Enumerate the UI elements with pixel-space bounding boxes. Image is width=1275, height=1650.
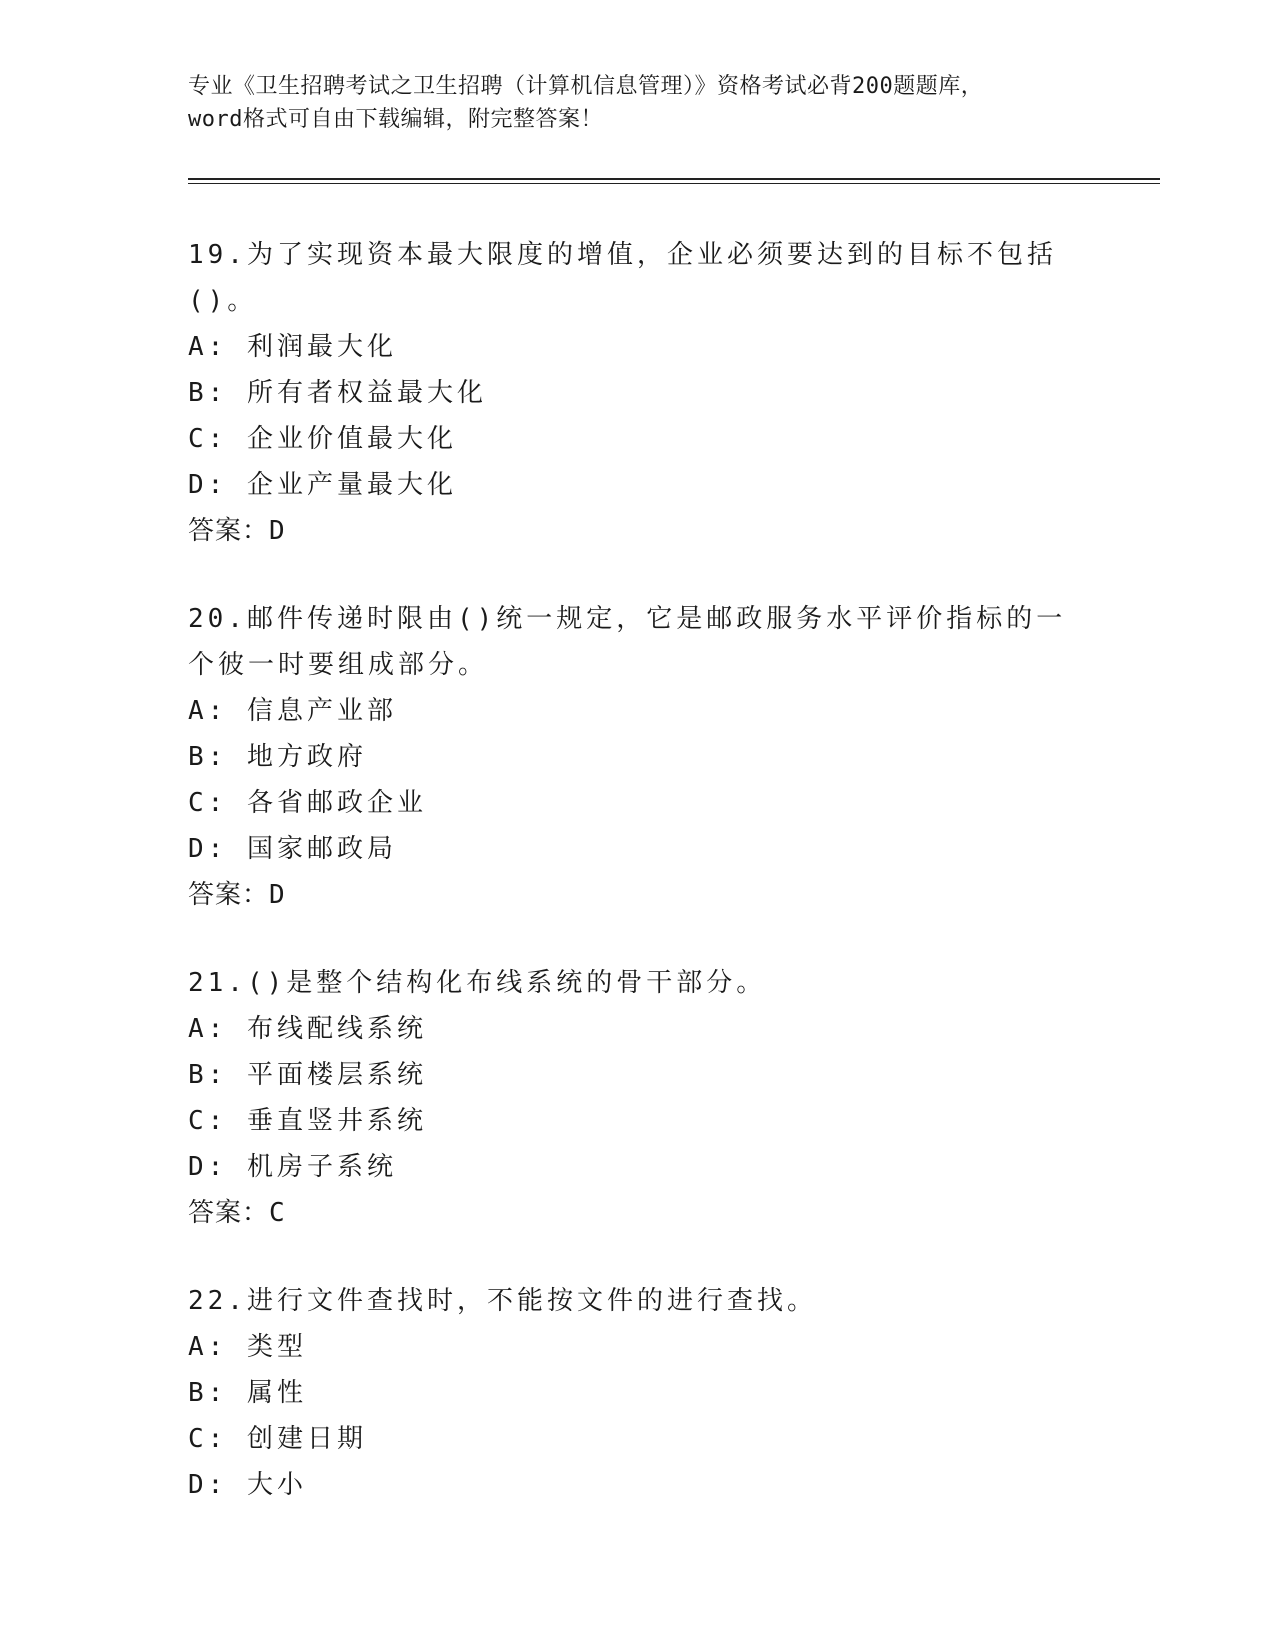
option-b: B: 平面楼层系统 bbox=[188, 1060, 427, 1090]
option-c: C: 各省邮政企业 bbox=[188, 788, 427, 818]
question-text: 19.为了实现资本最大限度的增值，企业必须要达到的目标不包括()。 bbox=[188, 240, 1057, 316]
question-list bbox=[188, 232, 1088, 1550]
option-c: C: 企业价值最大化 bbox=[188, 424, 457, 454]
question-text: 22.进行文件查找时，不能按文件的进行查找。 bbox=[188, 1286, 817, 1316]
header-divider-thin bbox=[188, 183, 1160, 184]
option-a: A: 信息产业部 bbox=[188, 696, 397, 726]
option-b: B: 属性 bbox=[188, 1378, 307, 1408]
answer-label: 答案： bbox=[188, 516, 270, 546]
header-line-2: word格式可自由下载编辑，附完整答案！ bbox=[188, 107, 603, 132]
question-22 bbox=[188, 1278, 1088, 1508]
answer-label: 答案： bbox=[188, 1198, 270, 1228]
question-21 bbox=[188, 960, 1088, 1236]
answer-value: D bbox=[269, 880, 286, 910]
option-d: D: 机房子系统 bbox=[188, 1152, 397, 1182]
answer-line bbox=[188, 872, 1088, 918]
answer-value: C bbox=[269, 1198, 286, 1228]
option-a: A: 布线配线系统 bbox=[188, 1014, 427, 1044]
header-line-1: 专业《卫生招聘考试之卫生招聘（计算机信息管理）》资格考试必背200题题库， bbox=[188, 74, 984, 99]
question-20 bbox=[188, 596, 1088, 918]
option-c: C: 垂直竖井系统 bbox=[188, 1106, 427, 1136]
option-c: C: 创建日期 bbox=[188, 1424, 367, 1454]
answer-label: 答案： bbox=[188, 880, 270, 910]
document-header bbox=[188, 70, 1088, 136]
option-b: B: 所有者权益最大化 bbox=[188, 378, 487, 408]
option-b: B: 地方政府 bbox=[188, 742, 367, 772]
option-a: A: 利润最大化 bbox=[188, 332, 397, 362]
question-text: 20.邮件传递时限由()统一规定，它是邮政服务水平评价指标的一个彼一时要组成部分。 bbox=[188, 604, 1067, 680]
question-text: 21.()是整个结构化布线系统的骨干部分。 bbox=[188, 968, 767, 998]
header-divider-thick bbox=[188, 178, 1160, 180]
answer-value: D bbox=[269, 516, 286, 546]
answer-line bbox=[188, 1190, 1088, 1236]
option-d: D: 国家邮政局 bbox=[188, 834, 397, 864]
option-d: D: 企业产量最大化 bbox=[188, 470, 457, 500]
option-d: D: 大小 bbox=[188, 1470, 307, 1500]
question-19 bbox=[188, 232, 1088, 554]
answer-line bbox=[188, 508, 1088, 554]
option-a: A: 类型 bbox=[188, 1332, 307, 1362]
